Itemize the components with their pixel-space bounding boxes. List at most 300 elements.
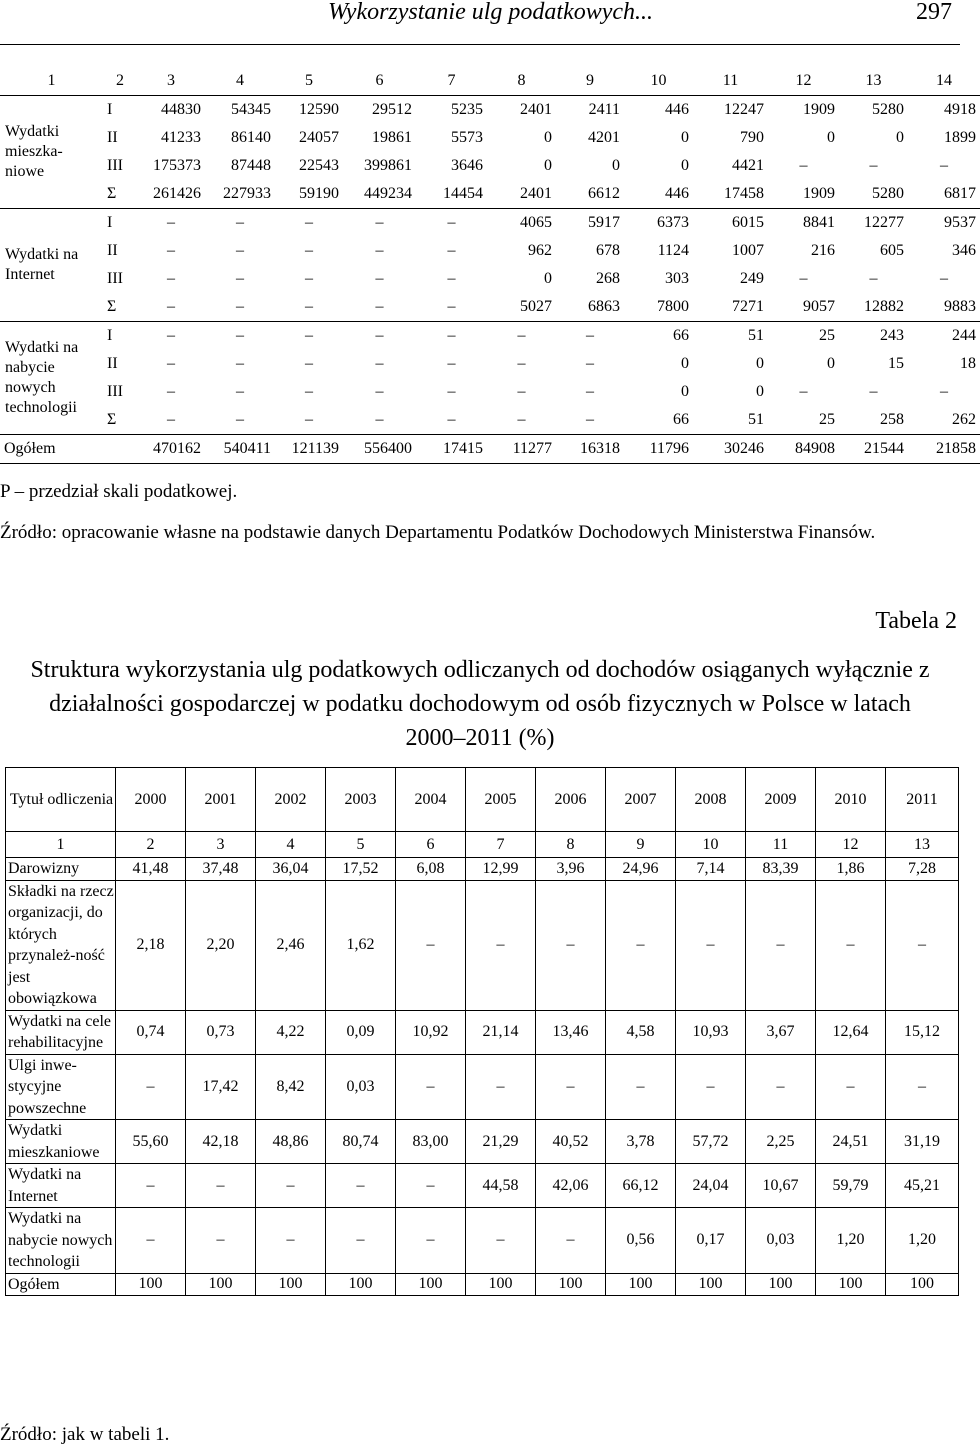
table-cell: – bbox=[137, 406, 205, 435]
table-row bbox=[6, 1010, 959, 1054]
table-cell: – bbox=[816, 1054, 886, 1120]
column-number: 2 bbox=[103, 67, 137, 96]
table-cell: 5917 bbox=[588, 214, 620, 231]
table-cell: 262 bbox=[908, 406, 980, 435]
table-cell: 42,06 bbox=[536, 1164, 606, 1208]
table-cell: 0,74 bbox=[116, 1010, 186, 1054]
category-label: Wydatki na nabycie nowych technologii bbox=[0, 322, 103, 435]
column-number: 12 bbox=[768, 67, 839, 96]
table-cell: – bbox=[447, 355, 456, 372]
table-cell: 1909 bbox=[803, 101, 835, 118]
table-row bbox=[0, 152, 980, 180]
table-cell: 57,72 bbox=[676, 1120, 746, 1164]
table-cell: – bbox=[447, 242, 456, 259]
table-cell: 5235 bbox=[451, 101, 483, 118]
table-cell: 0 bbox=[827, 129, 835, 146]
table-cell: 100 bbox=[746, 1273, 816, 1296]
table-row bbox=[0, 180, 980, 209]
table-cell: 962 bbox=[528, 242, 552, 259]
table-cell: – bbox=[396, 880, 466, 1010]
table-cell: 3,78 bbox=[606, 1120, 676, 1164]
table-cell: 678 bbox=[596, 242, 620, 259]
table-cell: 100 bbox=[676, 1273, 746, 1296]
table-cell: 0 bbox=[681, 383, 689, 400]
table-cell: – bbox=[586, 327, 594, 344]
table-cell: 24057 bbox=[299, 129, 339, 146]
table-cell: – bbox=[799, 270, 808, 287]
table-cell: 100 bbox=[116, 1273, 186, 1296]
table-row bbox=[6, 1120, 959, 1164]
bracket-label: I bbox=[107, 101, 113, 118]
bracket-label: II bbox=[107, 355, 118, 372]
table-row bbox=[6, 858, 959, 881]
table-cell: 59,79 bbox=[816, 1164, 886, 1208]
table-cell: – bbox=[940, 157, 948, 174]
total-row bbox=[0, 435, 980, 464]
column-number: 12 bbox=[816, 832, 886, 858]
column-number: 4 bbox=[256, 832, 326, 858]
year-header: 2006 bbox=[536, 768, 606, 832]
bracket-label: II bbox=[107, 242, 118, 259]
table-cell: 22543 bbox=[299, 157, 339, 174]
table-cell: – bbox=[343, 406, 416, 435]
table-cell: 540411 bbox=[205, 435, 275, 464]
table-cell: – bbox=[447, 270, 456, 287]
column-number: 2 bbox=[116, 832, 186, 858]
table-cell: – bbox=[305, 355, 313, 372]
table-cell: – bbox=[256, 1208, 326, 1274]
table-cell: 21,29 bbox=[466, 1120, 536, 1164]
table-row bbox=[6, 880, 959, 1010]
table-cell: – bbox=[275, 293, 343, 322]
table-2-label: Tabela 2 bbox=[875, 608, 957, 634]
column-number-row bbox=[0, 67, 980, 96]
table-cell: – bbox=[375, 383, 384, 400]
year-header: 2008 bbox=[676, 768, 746, 832]
table-cell: 8,42 bbox=[256, 1054, 326, 1120]
table-cell: 244 bbox=[952, 327, 976, 344]
bracket-label: I bbox=[107, 327, 113, 344]
row-label: Wydatki na cele rehabilitacyjne bbox=[6, 1010, 116, 1054]
table-cell: 5280 bbox=[872, 101, 904, 118]
table-cell: 346 bbox=[952, 242, 976, 259]
table-cell: 45,21 bbox=[886, 1164, 959, 1208]
table-cell: 2401 bbox=[520, 101, 552, 118]
table-cell: – bbox=[305, 327, 313, 344]
category-label: Wydatki mieszka-niowe bbox=[0, 96, 103, 209]
row-label: Ulgi inwe-stycyjne powszechne bbox=[6, 1054, 116, 1120]
page-header bbox=[0, 0, 960, 45]
table-cell: 790 bbox=[740, 129, 764, 146]
table-row bbox=[0, 293, 980, 322]
table-cell: – bbox=[536, 880, 606, 1010]
table-cell: 13,46 bbox=[536, 1010, 606, 1054]
table-cell: 7,28 bbox=[886, 858, 959, 881]
year-header: 2002 bbox=[256, 768, 326, 832]
table-cell: 446 bbox=[665, 101, 689, 118]
table-cell: – bbox=[167, 327, 175, 344]
table-cell: 0,17 bbox=[676, 1208, 746, 1274]
table-1 bbox=[0, 67, 980, 464]
column-number: 8 bbox=[487, 67, 556, 96]
table-cell: 9537 bbox=[944, 214, 976, 231]
source-note-1 bbox=[0, 519, 960, 547]
table-cell: – bbox=[186, 1208, 256, 1274]
row-label: Ogółem bbox=[8, 1275, 60, 1293]
table-cell: 3646 bbox=[451, 157, 483, 174]
table-cell: 12882 bbox=[839, 293, 908, 322]
row-label: Wydatki na nabycie nowych technologii bbox=[6, 1208, 116, 1274]
table-cell: 6015 bbox=[732, 214, 764, 231]
table-cell: – bbox=[305, 270, 313, 287]
table-cell: – bbox=[447, 327, 456, 344]
year-header: 2007 bbox=[606, 768, 676, 832]
table-cell: 24,96 bbox=[606, 858, 676, 881]
table-cell: 6863 bbox=[556, 293, 624, 322]
column-number: 9 bbox=[556, 67, 624, 96]
table-cell: 3,96 bbox=[536, 858, 606, 881]
table-cell: 0 bbox=[612, 157, 620, 174]
table-cell: 14454 bbox=[416, 180, 487, 209]
table-cell: 2411 bbox=[588, 101, 620, 118]
table-cell: 303 bbox=[665, 270, 689, 287]
column-number: 8 bbox=[536, 832, 606, 858]
table-cell: 1,20 bbox=[816, 1208, 886, 1274]
table-cell: 11796 bbox=[624, 435, 693, 464]
bracket-label: III bbox=[107, 383, 123, 400]
row-label: Składki na rzecz organizacji, do których przynależ-ność jest obowiązkowa bbox=[6, 880, 116, 1010]
table-cell: 3,67 bbox=[746, 1010, 816, 1054]
column-number: 7 bbox=[416, 67, 487, 96]
table-cell: – bbox=[606, 880, 676, 1010]
table-cell: – bbox=[396, 1164, 466, 1208]
table-cell: 9883 bbox=[908, 293, 980, 322]
table-cell: 31,19 bbox=[886, 1120, 959, 1164]
table-cell: 24,04 bbox=[676, 1164, 746, 1208]
table-cell: 66 bbox=[673, 327, 689, 344]
table-cell: 54345 bbox=[231, 101, 271, 118]
table-row bbox=[0, 237, 980, 265]
year-header: 2009 bbox=[746, 768, 816, 832]
table-cell: – bbox=[167, 214, 175, 231]
table-cell: – bbox=[375, 242, 384, 259]
table-cell: – bbox=[466, 1208, 536, 1274]
table-cell: – bbox=[556, 406, 624, 435]
table-row bbox=[0, 406, 980, 435]
table-cell: 2,46 bbox=[256, 880, 326, 1010]
table-cell: – bbox=[869, 383, 878, 400]
table-cell: – bbox=[487, 406, 556, 435]
table-cell: – bbox=[236, 327, 244, 344]
table-cell: – bbox=[275, 406, 343, 435]
table-cell: 15,12 bbox=[886, 1010, 959, 1054]
table-cell: – bbox=[886, 880, 959, 1010]
table-cell: 12,99 bbox=[466, 858, 536, 881]
table-cell: 55,60 bbox=[116, 1120, 186, 1164]
table-cell: 0,73 bbox=[186, 1010, 256, 1054]
table-cell: 449234 bbox=[343, 180, 416, 209]
table-cell: 0 bbox=[544, 129, 552, 146]
table-cell: 0,03 bbox=[746, 1208, 816, 1274]
table-cell: – bbox=[396, 1208, 466, 1274]
table-cell: 100 bbox=[326, 1273, 396, 1296]
table-2-title-text: Struktura wykorzystania ulg podatkowych odliczanych od dochodów osiąganych wyłącznie z działalności gospodarczej w podatku dochodowym od osób fizycznych w Polsce w latach 2000–2011 (%) bbox=[30, 657, 930, 751]
table-cell: – bbox=[305, 242, 313, 259]
table-cell: 446 bbox=[624, 180, 693, 209]
table-cell: 0 bbox=[756, 383, 764, 400]
table-cell: 556400 bbox=[343, 435, 416, 464]
table-cell: 261426 bbox=[137, 180, 205, 209]
table-cell: – bbox=[167, 242, 175, 259]
table-cell: 0 bbox=[896, 129, 904, 146]
table-cell: – bbox=[940, 270, 948, 287]
table-cell: – bbox=[799, 383, 808, 400]
table-cell: 11277 bbox=[487, 435, 556, 464]
table-cell: – bbox=[940, 383, 948, 400]
table-cell: 51 bbox=[748, 327, 764, 344]
table-cell: 4,22 bbox=[256, 1010, 326, 1054]
table-cell: 17458 bbox=[693, 180, 768, 209]
table-cell: 41,48 bbox=[116, 858, 186, 881]
table-2-title bbox=[0, 653, 960, 755]
table-cell: – bbox=[375, 355, 384, 372]
column-number: 5 bbox=[275, 67, 343, 96]
table-cell: 17,42 bbox=[186, 1054, 256, 1120]
table-cell: 51 bbox=[693, 406, 768, 435]
table-cell: 17,52 bbox=[326, 858, 396, 881]
table-cell: – bbox=[236, 383, 244, 400]
table-cell: 470162 bbox=[137, 435, 205, 464]
table-cell: 6,08 bbox=[396, 858, 466, 881]
table-cell: 59190 bbox=[275, 180, 343, 209]
source-note-2: Źródło: jak w tabeli 1. bbox=[0, 1424, 170, 1445]
table-cell: – bbox=[116, 1208, 186, 1274]
table-cell: 9057 bbox=[768, 293, 839, 322]
table-cell: 100 bbox=[256, 1273, 326, 1296]
table-cell: – bbox=[375, 270, 384, 287]
table-cell: – bbox=[869, 157, 878, 174]
column-number: 3 bbox=[186, 832, 256, 858]
table-cell: 37,48 bbox=[186, 858, 256, 881]
table-cell: 100 bbox=[466, 1273, 536, 1296]
column-number: 5 bbox=[326, 832, 396, 858]
table-cell: 5280 bbox=[839, 180, 908, 209]
row-label: Wydatki mieszkaniowe bbox=[6, 1120, 116, 1164]
table-cell: 100 bbox=[396, 1273, 466, 1296]
column-number: 1 bbox=[0, 67, 103, 96]
year-header: 2005 bbox=[466, 768, 536, 832]
column-number: 4 bbox=[205, 67, 275, 96]
table-cell: – bbox=[517, 383, 526, 400]
table-row bbox=[0, 209, 980, 238]
table-cell: 227933 bbox=[205, 180, 275, 209]
table-cell: – bbox=[236, 270, 244, 287]
column-number: 11 bbox=[693, 67, 768, 96]
table-cell: – bbox=[466, 1054, 536, 1120]
table-cell: – bbox=[326, 1164, 396, 1208]
table-cell: 40,52 bbox=[536, 1120, 606, 1164]
table-cell: – bbox=[305, 383, 313, 400]
table-cell: 100 bbox=[886, 1273, 959, 1296]
table-cell: 4918 bbox=[944, 101, 976, 118]
column-number-row bbox=[6, 832, 959, 858]
table-cell: 42,18 bbox=[186, 1120, 256, 1164]
table-cell: 6817 bbox=[908, 180, 980, 209]
table-cell: 17415 bbox=[416, 435, 487, 464]
table-cell: 2401 bbox=[487, 180, 556, 209]
scale-note: P – przedział skali podatkowej. bbox=[0, 481, 238, 502]
table-cell: 44,58 bbox=[466, 1164, 536, 1208]
table-cell: – bbox=[186, 1164, 256, 1208]
table-cell: – bbox=[305, 214, 313, 231]
table-row bbox=[0, 378, 980, 406]
year-header: 2004 bbox=[396, 768, 466, 832]
table-cell: 100 bbox=[606, 1273, 676, 1296]
table-cell: – bbox=[236, 214, 244, 231]
table-cell: 83,00 bbox=[396, 1120, 466, 1164]
table-cell: 1899 bbox=[944, 129, 976, 146]
table-cell: 4201 bbox=[588, 129, 620, 146]
table-cell: 2,18 bbox=[116, 880, 186, 1010]
column-number: 7 bbox=[466, 832, 536, 858]
column-number: 6 bbox=[343, 67, 416, 96]
table-cell: 1,20 bbox=[886, 1208, 959, 1274]
table-row bbox=[6, 1208, 959, 1274]
table-cell: 18 bbox=[960, 355, 976, 372]
table-cell: 249 bbox=[740, 270, 764, 287]
table-cell: – bbox=[116, 1164, 186, 1208]
table-cell: – bbox=[799, 157, 808, 174]
table-cell: – bbox=[517, 355, 526, 372]
table-cell: – bbox=[447, 383, 456, 400]
table-cell: – bbox=[586, 383, 594, 400]
table-cell: 5573 bbox=[451, 129, 483, 146]
table-cell: 41233 bbox=[161, 129, 201, 146]
table-cell: 7800 bbox=[624, 293, 693, 322]
bracket-label: Σ bbox=[103, 293, 137, 322]
table-cell: 10,67 bbox=[746, 1164, 816, 1208]
table-cell: – bbox=[167, 355, 175, 372]
table-cell: 0,09 bbox=[326, 1010, 396, 1054]
table-cell: 25 bbox=[768, 406, 839, 435]
table-cell: 8841 bbox=[803, 214, 835, 231]
table-cell: 0 bbox=[681, 355, 689, 372]
table-row bbox=[0, 322, 980, 351]
table-cell: 48,86 bbox=[256, 1120, 326, 1164]
table-cell: 1909 bbox=[768, 180, 839, 209]
table-cell: 44830 bbox=[161, 101, 201, 118]
table-row bbox=[6, 1164, 959, 1208]
table-row bbox=[0, 96, 980, 125]
bracket-label: I bbox=[107, 214, 113, 231]
table-cell: 6612 bbox=[556, 180, 624, 209]
table-cell: – bbox=[606, 1054, 676, 1120]
table-cell: – bbox=[466, 880, 536, 1010]
row-label: Darowizny bbox=[6, 858, 116, 881]
column-number: 14 bbox=[908, 67, 980, 96]
table-cell: – bbox=[746, 1054, 816, 1120]
table-cell: 175373 bbox=[153, 157, 201, 174]
table-cell: 12247 bbox=[724, 101, 764, 118]
table-cell: 84908 bbox=[768, 435, 839, 464]
table-cell: 0,56 bbox=[606, 1208, 676, 1274]
table-row bbox=[0, 265, 980, 293]
table-cell: 100 bbox=[816, 1273, 886, 1296]
table-cell: – bbox=[447, 214, 456, 231]
column-number: 3 bbox=[137, 67, 205, 96]
column-number: 6 bbox=[396, 832, 466, 858]
table-cell: 87448 bbox=[231, 157, 271, 174]
table-cell: 0 bbox=[544, 270, 552, 287]
table-cell: 0 bbox=[681, 157, 689, 174]
table-cell: 29512 bbox=[372, 101, 412, 118]
table-cell: 1,62 bbox=[326, 880, 396, 1010]
table-cell: 25 bbox=[819, 327, 835, 344]
total-label: Ogółem bbox=[0, 435, 137, 464]
column-number: 1 bbox=[6, 832, 116, 858]
table-cell: 7,14 bbox=[676, 858, 746, 881]
table-cell: – bbox=[536, 1208, 606, 1274]
table-cell: 1007 bbox=[732, 242, 764, 259]
table-cell: 605 bbox=[880, 242, 904, 259]
table-cell: 24,51 bbox=[816, 1120, 886, 1164]
bracket-label: II bbox=[107, 129, 118, 146]
table-cell: – bbox=[116, 1054, 186, 1120]
table-cell: 268 bbox=[596, 270, 620, 287]
table-cell: 12,64 bbox=[816, 1010, 886, 1054]
table-cell: – bbox=[205, 406, 275, 435]
column-number: 13 bbox=[839, 67, 908, 96]
column-number: 11 bbox=[746, 832, 816, 858]
table-cell: – bbox=[746, 880, 816, 1010]
table-cell: – bbox=[886, 1054, 959, 1120]
table-2 bbox=[5, 767, 959, 1296]
table-cell: 36,04 bbox=[256, 858, 326, 881]
table-cell: – bbox=[586, 355, 594, 372]
bracket-label: Σ bbox=[103, 406, 137, 435]
table-cell: – bbox=[256, 1164, 326, 1208]
table-cell: – bbox=[676, 1054, 746, 1120]
table-cell: – bbox=[816, 880, 886, 1010]
table-cell: – bbox=[167, 270, 175, 287]
table-cell: 30246 bbox=[693, 435, 768, 464]
source-1-text: Źródło: opracowanie własne na podstawie danych Departamentu Podatków Dochodowych Ministerstwa Finansów. bbox=[0, 522, 876, 543]
bracket-label: Σ bbox=[103, 180, 137, 209]
table-cell: 258 bbox=[839, 406, 908, 435]
table-cell: 100 bbox=[186, 1273, 256, 1296]
page-number: 297 bbox=[916, 0, 952, 25]
table-cell: 83,39 bbox=[746, 858, 816, 881]
row-label: Wydatki na Internet bbox=[6, 1164, 116, 1208]
table-cell: 2,25 bbox=[746, 1120, 816, 1164]
bracket-label: III bbox=[107, 157, 123, 174]
category-label: Wydatki na Internet bbox=[0, 209, 103, 322]
table-cell: – bbox=[167, 383, 175, 400]
table-cell: 100 bbox=[536, 1273, 606, 1296]
table-row bbox=[6, 1273, 959, 1296]
table-cell: 6373 bbox=[657, 214, 689, 231]
table-row bbox=[6, 1054, 959, 1120]
table-cell: 21858 bbox=[908, 435, 980, 464]
table-cell: – bbox=[375, 327, 384, 344]
table-cell: 243 bbox=[880, 327, 904, 344]
column-number: 10 bbox=[676, 832, 746, 858]
table-cell: 2,20 bbox=[186, 880, 256, 1010]
table-cell: – bbox=[205, 293, 275, 322]
table-cell: 399861 bbox=[364, 157, 412, 174]
table-cell: 4421 bbox=[732, 157, 764, 174]
table-cell: 0 bbox=[544, 157, 552, 174]
